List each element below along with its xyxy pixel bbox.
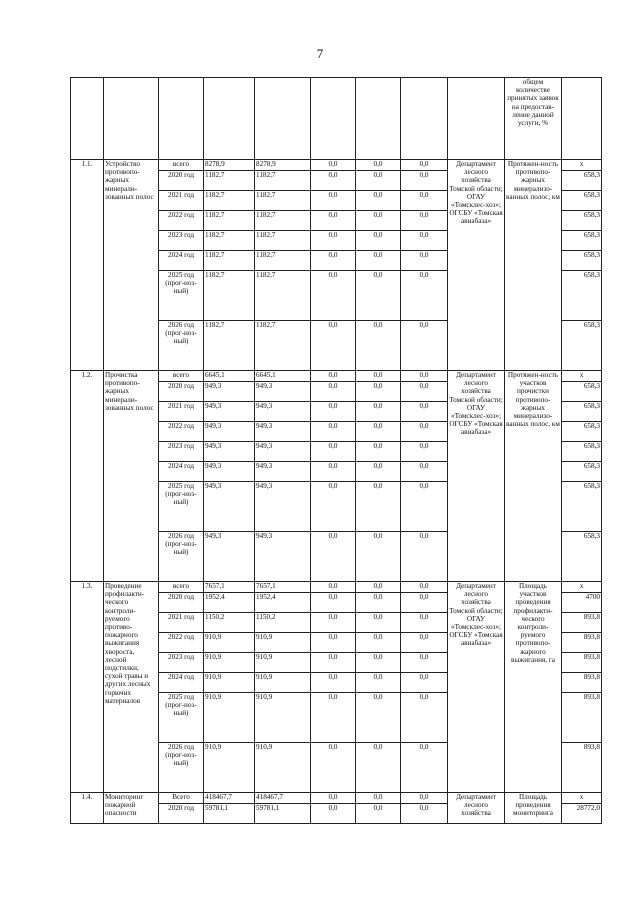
value-cell: 0,0: [401, 160, 448, 171]
budget-cell: 1182,7: [255, 271, 311, 321]
budget-cell: 8278,9: [255, 160, 311, 171]
value-cell: 0,0: [311, 321, 356, 371]
value-cell: 0,0: [311, 633, 356, 653]
target-cell: 28772,0: [562, 804, 602, 824]
value-cell: 0,0: [356, 442, 401, 462]
value-cell: 0,0: [311, 462, 356, 482]
table-row: [71, 160, 602, 171]
value-cell: 0,0: [311, 653, 356, 673]
target-cell: 658,3: [562, 442, 602, 462]
value-cell: 0,0: [356, 743, 401, 793]
year-cell: 2023 год: [159, 231, 204, 251]
year-cell: 2023 год: [159, 442, 204, 462]
value-cell: 0,0: [311, 271, 356, 321]
executor-cell: Департамент лесного хозяйства Томской области; ОГАУ «Томсклес-хоз»; ОГСБУ «Томская авиабаза»: [448, 371, 505, 582]
value-cell: 0,0: [401, 673, 448, 693]
value-cell: 0,0: [311, 693, 356, 743]
value-cell: 0,0: [356, 613, 401, 633]
value-cell: 0,0: [401, 321, 448, 371]
year-cell: всего: [159, 371, 204, 382]
value-cell: 0,0: [401, 532, 448, 582]
total-cell: 8278,9: [204, 160, 255, 171]
budget-cell: 1150,2: [255, 613, 311, 633]
year-cell: 2021 год: [159, 191, 204, 211]
value-cell: 0,0: [356, 231, 401, 251]
target-cell: 658,3: [562, 171, 602, 191]
section-number: 1.4.: [71, 793, 104, 824]
indicator-cell: Протяжен-ность противопо-жарных минерализо-ванных полос, км: [505, 160, 562, 371]
total-cell: 1182,7: [204, 321, 255, 371]
budget-cell: 1182,7: [255, 211, 311, 231]
target-cell: 658,3: [562, 532, 602, 582]
year-cell: 2024 год: [159, 673, 204, 693]
budget-cell: 949,3: [255, 482, 311, 532]
year-cell: 2020 год: [159, 804, 204, 824]
value-cell: 0,0: [356, 191, 401, 211]
value-cell: 0,0: [356, 653, 401, 673]
executor-cell: Департамент лесного хозяйства: [448, 793, 505, 824]
value-cell: 0,0: [401, 371, 448, 382]
value-cell: 0,0: [311, 191, 356, 211]
value-cell: 0,0: [311, 371, 356, 382]
value-cell: 0,0: [311, 422, 356, 442]
budget-cell: 949,3: [255, 402, 311, 422]
year-cell: 2025 год (прог-ноз-ный): [159, 693, 204, 743]
year-cell: 2020 год: [159, 593, 204, 613]
value-cell: 0,0: [356, 171, 401, 191]
year-cell: 2021 год: [159, 613, 204, 633]
target-cell: 658,3: [562, 231, 602, 251]
section-name: Прочистка противопо-жарных минерали-зованных полос: [104, 371, 159, 582]
target-cell: 893,8: [562, 653, 602, 673]
value-cell: 0,0: [401, 653, 448, 673]
section-number: 1.3.: [71, 582, 104, 793]
value-cell: 0,0: [311, 532, 356, 582]
indicator-cell: Площадь проведения мониторинга: [505, 793, 562, 824]
header-indicator-text: общем количестве принятых заявок на предостав-ление данной услуги, %: [505, 78, 562, 160]
target-cell: 658,3: [562, 191, 602, 211]
table-row: [71, 371, 602, 382]
year-cell: 2026 год (прог-ноз-ный): [159, 743, 204, 793]
value-cell: 0,0: [356, 532, 401, 582]
budget-cell: 910,9: [255, 743, 311, 793]
indicator-cell: Протяжен-ность участков прочистки противопо-жарных минерализо-ванных полос, км: [505, 371, 562, 582]
total-cell: 910,9: [204, 743, 255, 793]
value-cell: 0,0: [311, 382, 356, 402]
value-cell: 0,0: [356, 793, 401, 804]
value-cell: 0,0: [311, 743, 356, 793]
page-number: 7: [316, 46, 324, 61]
budget-cell: 910,9: [255, 673, 311, 693]
year-cell: 2025 год (прог-ноз-ный): [159, 482, 204, 532]
value-cell: 0,0: [311, 613, 356, 633]
section-name: Устройство противопо-жарных минерали-зованных полос: [104, 160, 159, 371]
header-continuation-row: [71, 78, 602, 160]
total-cell: 1182,7: [204, 191, 255, 211]
budget-cell: 949,3: [255, 422, 311, 442]
target-cell: 893,8: [562, 693, 602, 743]
year-cell: 2026 год (прог-ноз-ный): [159, 532, 204, 582]
value-cell: 0,0: [401, 231, 448, 251]
value-cell: 0,0: [401, 633, 448, 653]
total-cell: 949,3: [204, 402, 255, 422]
year-cell: 2022 год: [159, 422, 204, 442]
target-cell: 658,3: [562, 422, 602, 442]
total-cell: 949,3: [204, 482, 255, 532]
section-number: 1.2.: [71, 371, 104, 582]
value-cell: 0,0: [311, 442, 356, 462]
target-cell: 893,8: [562, 613, 602, 633]
value-cell: 0,0: [401, 804, 448, 824]
value-cell: 0,0: [401, 402, 448, 422]
target-cell: 658,3: [562, 211, 602, 231]
section-name: Проведение профилакти-ческого контроли-руемого противо-пожарного выжигания хвороста, лесной подстилки, сухой травы и других лесных горючих материалов: [104, 582, 159, 793]
value-cell: 0,0: [401, 793, 448, 804]
budget-cell: 949,3: [255, 442, 311, 462]
target-cell: 658,3: [562, 271, 602, 321]
value-cell: 0,0: [401, 693, 448, 743]
target-cell: 893,8: [562, 743, 602, 793]
year-cell: всего: [159, 160, 204, 171]
budget-cell: 910,9: [255, 633, 311, 653]
value-cell: 0,0: [356, 321, 401, 371]
budget-cell: 949,3: [255, 462, 311, 482]
table-row: [71, 582, 602, 593]
section-number: 1.1.: [71, 160, 104, 371]
value-cell: 0,0: [311, 160, 356, 171]
total-cell: 7657,1: [204, 582, 255, 593]
total-cell: 910,9: [204, 673, 255, 693]
program-table: [70, 77, 602, 824]
target-cell: 658,3: [562, 321, 602, 371]
total-cell: 949,3: [204, 532, 255, 582]
total-cell: 1182,7: [204, 251, 255, 271]
year-cell: 2020 год: [159, 171, 204, 191]
total-cell: 59781,1: [204, 804, 255, 824]
target-cell: 893,8: [562, 673, 602, 693]
value-cell: 0,0: [356, 371, 401, 382]
value-cell: 0,0: [311, 582, 356, 593]
value-cell: 0,0: [356, 402, 401, 422]
value-cell: 0,0: [356, 251, 401, 271]
value-cell: 0,0: [311, 793, 356, 804]
value-cell: 0,0: [311, 804, 356, 824]
total-cell: 418467,7: [204, 793, 255, 804]
section-name: Мониторинг пожарной опасности: [104, 793, 159, 824]
value-cell: 0,0: [356, 582, 401, 593]
year-cell: Всего: [159, 793, 204, 804]
year-cell: 2020 год: [159, 382, 204, 402]
budget-cell: 6645,1: [255, 371, 311, 382]
value-cell: 0,0: [401, 582, 448, 593]
value-cell: 0,0: [401, 422, 448, 442]
value-cell: 0,0: [356, 482, 401, 532]
total-cell: 6645,1: [204, 371, 255, 382]
value-cell: 0,0: [356, 693, 401, 743]
value-cell: 0,0: [311, 171, 356, 191]
total-cell: 949,3: [204, 462, 255, 482]
value-cell: 0,0: [311, 402, 356, 422]
budget-cell: 1182,7: [255, 231, 311, 251]
year-cell: 2025 год (прог-ноз-ный): [159, 271, 204, 321]
value-cell: 0,0: [401, 171, 448, 191]
value-cell: 0,0: [401, 191, 448, 211]
value-cell: 0,0: [311, 211, 356, 231]
year-cell: 2024 год: [159, 462, 204, 482]
value-cell: 0,0: [401, 482, 448, 532]
value-cell: 0,0: [311, 593, 356, 613]
total-cell: 1150,2: [204, 613, 255, 633]
total-cell: 1182,7: [204, 211, 255, 231]
target-cell: 658,3: [562, 251, 602, 271]
year-cell: 2024 год: [159, 251, 204, 271]
executor-cell: Департамент лесного хозяйства Томской области; ОГАУ «Томсклес-хоз»; ОГСБУ «Томская авиабаза»: [448, 582, 505, 793]
budget-cell: 7657,1: [255, 582, 311, 593]
value-cell: 0,0: [401, 251, 448, 271]
target-cell: x: [562, 582, 602, 593]
value-cell: 0,0: [311, 673, 356, 693]
value-cell: 0,0: [401, 442, 448, 462]
value-cell: 0,0: [356, 211, 401, 231]
target-cell: 658,3: [562, 382, 602, 402]
total-cell: 949,3: [204, 422, 255, 442]
value-cell: 0,0: [356, 673, 401, 693]
target-cell: x: [562, 160, 602, 171]
budget-cell: 59781,1: [255, 804, 311, 824]
value-cell: 0,0: [401, 382, 448, 402]
budget-cell: 910,9: [255, 653, 311, 673]
value-cell: 0,0: [401, 271, 448, 321]
value-cell: 0,0: [356, 633, 401, 653]
budget-cell: 1182,7: [255, 191, 311, 211]
value-cell: 0,0: [356, 160, 401, 171]
year-cell: 2022 год: [159, 633, 204, 653]
value-cell: 0,0: [356, 422, 401, 442]
value-cell: 0,0: [401, 743, 448, 793]
target-cell: 658,3: [562, 462, 602, 482]
value-cell: 0,0: [401, 593, 448, 613]
total-cell: 949,3: [204, 382, 255, 402]
year-cell: всего: [159, 582, 204, 593]
budget-cell: 949,3: [255, 382, 311, 402]
year-cell: 2021 год: [159, 402, 204, 422]
budget-cell: 1182,7: [255, 171, 311, 191]
target-cell: x: [562, 793, 602, 804]
total-cell: 1182,7: [204, 271, 255, 321]
value-cell: 0,0: [356, 271, 401, 321]
value-cell: 0,0: [356, 462, 401, 482]
target-cell: 893,8: [562, 633, 602, 653]
budget-cell: 1182,7: [255, 251, 311, 271]
year-cell: 2022 год: [159, 211, 204, 231]
total-cell: 910,9: [204, 693, 255, 743]
value-cell: 0,0: [311, 482, 356, 532]
value-cell: 0,0: [401, 613, 448, 633]
value-cell: 0,0: [311, 251, 356, 271]
budget-cell: 1952,4: [255, 593, 311, 613]
target-cell: 4700: [562, 593, 602, 613]
value-cell: 0,0: [356, 593, 401, 613]
budget-cell: 910,9: [255, 693, 311, 743]
total-cell: 949,3: [204, 442, 255, 462]
target-cell: 658,3: [562, 482, 602, 532]
year-cell: 2026 год (прог-ноз-ный): [159, 321, 204, 371]
value-cell: 0,0: [401, 211, 448, 231]
indicator-cell: Площадь участков проведения профилакти-ческого контроли-руемого противопо-жарного выжигания, га: [505, 582, 562, 793]
total-cell: 1952,4: [204, 593, 255, 613]
total-cell: 1182,7: [204, 231, 255, 251]
target-cell: 658,3: [562, 402, 602, 422]
budget-cell: 1182,7: [255, 321, 311, 371]
total-cell: 1182,7: [204, 171, 255, 191]
value-cell: 0,0: [356, 804, 401, 824]
budget-cell: 949,3: [255, 532, 311, 582]
total-cell: 910,9: [204, 633, 255, 653]
value-cell: 0,0: [401, 462, 448, 482]
total-cell: 910,9: [204, 653, 255, 673]
year-cell: 2023 год: [159, 653, 204, 673]
budget-cell: 418467,7: [255, 793, 311, 804]
value-cell: 0,0: [356, 382, 401, 402]
target-cell: x: [562, 371, 602, 382]
table-row: [71, 793, 602, 804]
value-cell: 0,0: [311, 231, 356, 251]
executor-cell: Департамент лесного хозяйства Томской области; ОГАУ «Томсклес-хоз»; ОГСБУ «Томская авиабаза»: [448, 160, 505, 371]
